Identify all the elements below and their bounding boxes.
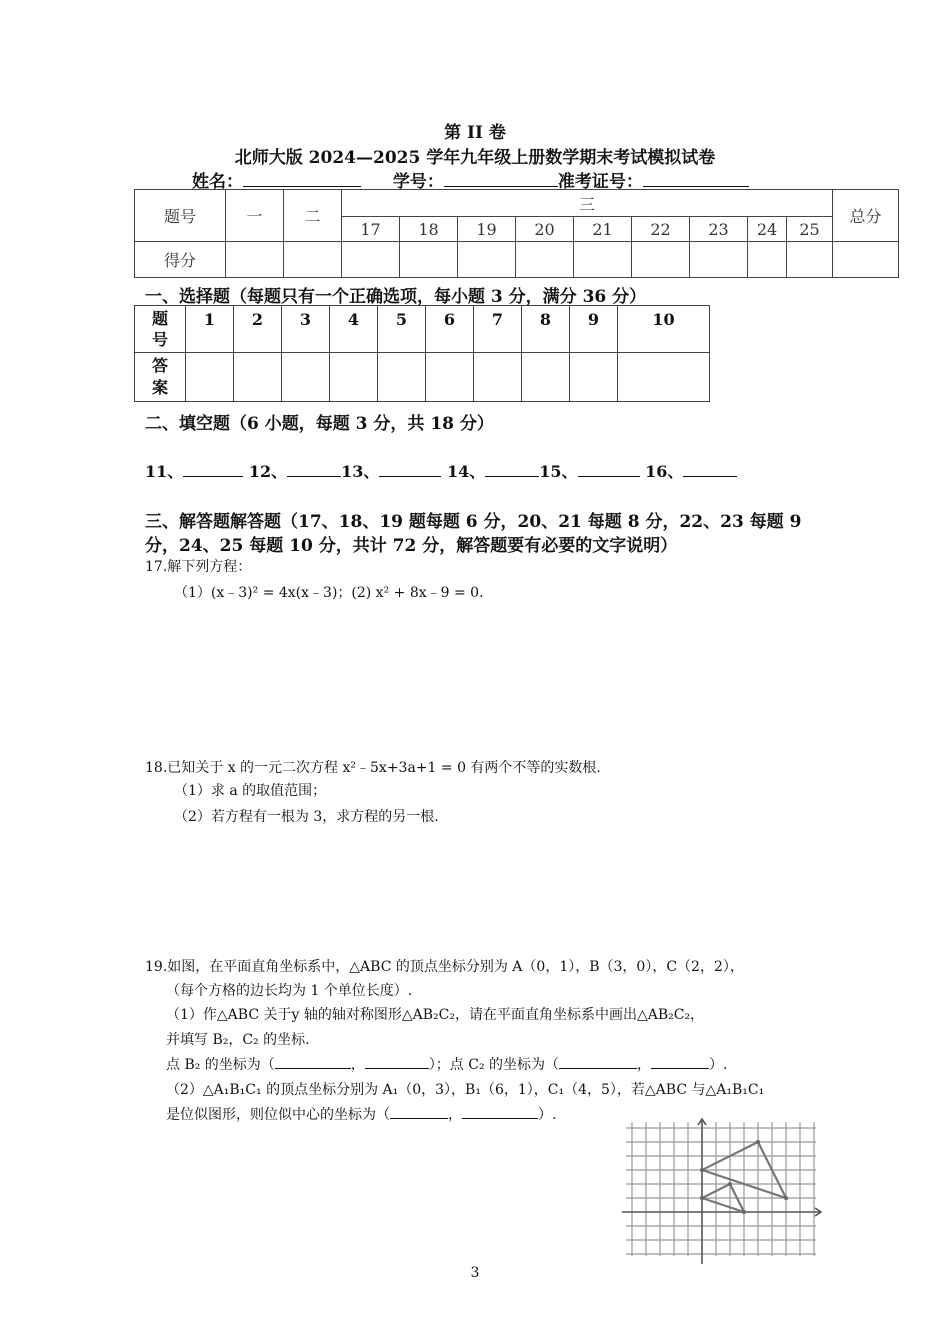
b2-label: 点 B₂ 的坐标为（ (166, 1057, 275, 1073)
comma: ， (637, 1057, 652, 1073)
fill-item-label: 15、 (539, 462, 578, 481)
question-21-cell: 21 (574, 217, 632, 242)
choice-number: 7 (474, 306, 522, 353)
total-score-cell[interactable] (833, 242, 899, 278)
answer-cell[interactable] (186, 353, 234, 402)
score-table (134, 189, 899, 278)
fill-item-label: 12、 (248, 462, 288, 481)
fill-blank[interactable] (578, 462, 640, 477)
fill-item-label: 16、 (645, 462, 684, 481)
score-cell[interactable] (400, 242, 458, 278)
b2-x-blank[interactable] (275, 1054, 351, 1069)
q19-part2-answer (166, 1104, 556, 1124)
fill-item-label: 13、 (341, 462, 380, 481)
c2-y-blank[interactable] (651, 1054, 709, 1069)
q19-part2: （2）△A₁B₁C₁ 的顶点坐标分别为 A₁（0，3），B₁（6，1），C₁（4，5），若△ABC 与△A₁B₁C₁ (166, 1082, 765, 1098)
answer-cell[interactable] (330, 353, 378, 402)
question-23-cell: 23 (690, 217, 748, 242)
id-blank[interactable] (444, 170, 558, 187)
answer-cell[interactable] (426, 353, 474, 402)
q19-part1-answers (166, 1054, 728, 1074)
answer-cell[interactable] (570, 353, 618, 402)
c2-x-blank[interactable] (559, 1054, 637, 1069)
page-number: 3 (470, 1265, 480, 1281)
q19-part1-cont: 并填写 B₂，C₂ 的坐标. (166, 1032, 310, 1048)
answer-table-number-label (135, 306, 186, 353)
score-cell[interactable] (632, 242, 690, 278)
question-18-cell: 18 (400, 217, 458, 242)
answer-cell[interactable] (474, 353, 522, 402)
label-char: 答 (151, 356, 168, 375)
label-char: 题 (151, 309, 168, 328)
score-cell[interactable] (690, 242, 748, 278)
score-cell[interactable] (284, 242, 342, 278)
point-b (742, 1210, 746, 1214)
comma: ， (448, 1107, 462, 1123)
total-label: 总分 (833, 190, 899, 242)
part-three-label: 三 (342, 190, 833, 217)
score-cell[interactable] (516, 242, 574, 278)
score-cell[interactable] (787, 242, 833, 278)
b2-y-blank[interactable] (365, 1054, 429, 1069)
volume-title: 第 II 卷 (444, 123, 506, 143)
point-a (700, 1196, 704, 1200)
fill-item-label: 14、 (447, 462, 486, 481)
exam-no-label: 准考证号： (557, 172, 643, 192)
section3-title-line1: 三、解答题解答题（17、18、19 题每题 6 分，20、21 每题 8 分，22、23 每题 9 (145, 512, 802, 532)
center-label: 是位似图形，则位似中心的坐标为（ (166, 1107, 390, 1123)
part-one-label: 一 (226, 190, 284, 242)
choice-number: 5 (378, 306, 426, 353)
fill-blank[interactable] (287, 462, 341, 477)
choice-number: 3 (282, 306, 330, 353)
question-20-cell: 20 (516, 217, 574, 242)
q18-part2: （2）若方程有一根为 3，求方程的另一根. (174, 809, 439, 825)
answer-cell[interactable] (282, 353, 330, 402)
answer-cell[interactable] (522, 353, 570, 402)
center-x-blank[interactable] (390, 1104, 448, 1119)
exam-title: 北师大版 2024—2025 学年九年级上册数学期末考试模拟试卷 (234, 148, 716, 168)
question-24-cell: 24 (748, 217, 787, 242)
coordinate-grid-figure (620, 1118, 825, 1264)
score-cell[interactable] (342, 242, 400, 278)
q17-stem: 17.解下列方程： (145, 559, 252, 575)
score-cell[interactable] (748, 242, 787, 278)
fill-blank[interactable] (485, 462, 539, 477)
question-25-cell: 25 (787, 217, 833, 242)
fill-blank-line (145, 459, 737, 482)
question-19-cell: 19 (458, 217, 516, 242)
label-char: 号 (151, 330, 168, 349)
section2-title: 二、填空题（6 小题，每题 3 分，共 18 分） (145, 414, 494, 434)
choice-number: 8 (522, 306, 570, 353)
answer-cell[interactable] (618, 353, 710, 402)
choice-number: 6 (426, 306, 474, 353)
q18-part1: （1）求 a 的取值范围； (174, 783, 327, 799)
score-cell[interactable] (226, 242, 284, 278)
answer-cell[interactable] (378, 353, 426, 402)
part-two-label: 二 (284, 190, 342, 242)
name-blank[interactable] (243, 170, 361, 187)
point-a1 (700, 1168, 704, 1172)
choice-number: 10 (618, 306, 710, 353)
score-row-label: 得分 (135, 242, 226, 278)
point-b1 (784, 1196, 788, 1200)
label-char: 案 (151, 378, 168, 397)
fill-blank[interactable] (379, 462, 441, 477)
c2-label: ）；点 C₂ 的坐标为（ (428, 1057, 560, 1073)
exam-no-blank[interactable] (643, 170, 749, 187)
section3-title-line2: 分，24、25 每题 10 分，共计 72 分，解答题要有必要的文字说明） (145, 536, 678, 556)
q18-stem: 18.已知关于 x 的一元二次方程 x²﹣5x+3a+1 = 0 有两个不等的实数根. (145, 760, 601, 776)
score-cell[interactable] (458, 242, 516, 278)
q17-equations: （1）(x﹣3)² = 4x(x﹣3)；(2) x² + 8x﹣9 = 0. (174, 585, 484, 601)
closing: ）. (538, 1107, 557, 1123)
answer-cell[interactable] (234, 353, 282, 402)
center-y-blank[interactable] (462, 1104, 538, 1119)
answer-table-answer-label (135, 353, 186, 402)
id-label: 学号： (392, 172, 444, 192)
point-c1 (756, 1140, 760, 1144)
section1-title: 一、选择题（每题只有一个正确选项，每小题 3 分，满分 36 分） (145, 287, 647, 307)
choice-number: 2 (234, 306, 282, 353)
point-c (728, 1182, 732, 1186)
fill-blank[interactable] (683, 462, 737, 477)
q19-stem: 19.如图，在平面直角坐标系中，△ABC 的顶点坐标分别为 A（0，1），B（3，0），C（2，2）， (145, 959, 744, 975)
q19-part1: （1）作△ABC 关于y 轴的轴对称图形△AB₂C₂，请在平面直角坐标系中画出△AB₂C₂， (166, 1007, 705, 1023)
fill-blank[interactable] (183, 462, 243, 477)
answer-table (134, 305, 710, 402)
choice-number: 1 (186, 306, 234, 353)
closing: ）. (709, 1057, 728, 1073)
choice-number: 4 (330, 306, 378, 353)
question-17-cell: 17 (342, 217, 400, 242)
fill-item-label: 11、 (145, 462, 184, 481)
choice-number: 9 (570, 306, 618, 353)
q19-unit-note: （每个方格的边长均为 1 个单位长度）. (166, 983, 413, 999)
question-22-cell: 22 (632, 217, 690, 242)
name-label: 姓名： (192, 172, 243, 192)
comma: ， (350, 1057, 365, 1073)
question-number-label: 题号 (135, 190, 226, 242)
score-cell[interactable] (574, 242, 632, 278)
